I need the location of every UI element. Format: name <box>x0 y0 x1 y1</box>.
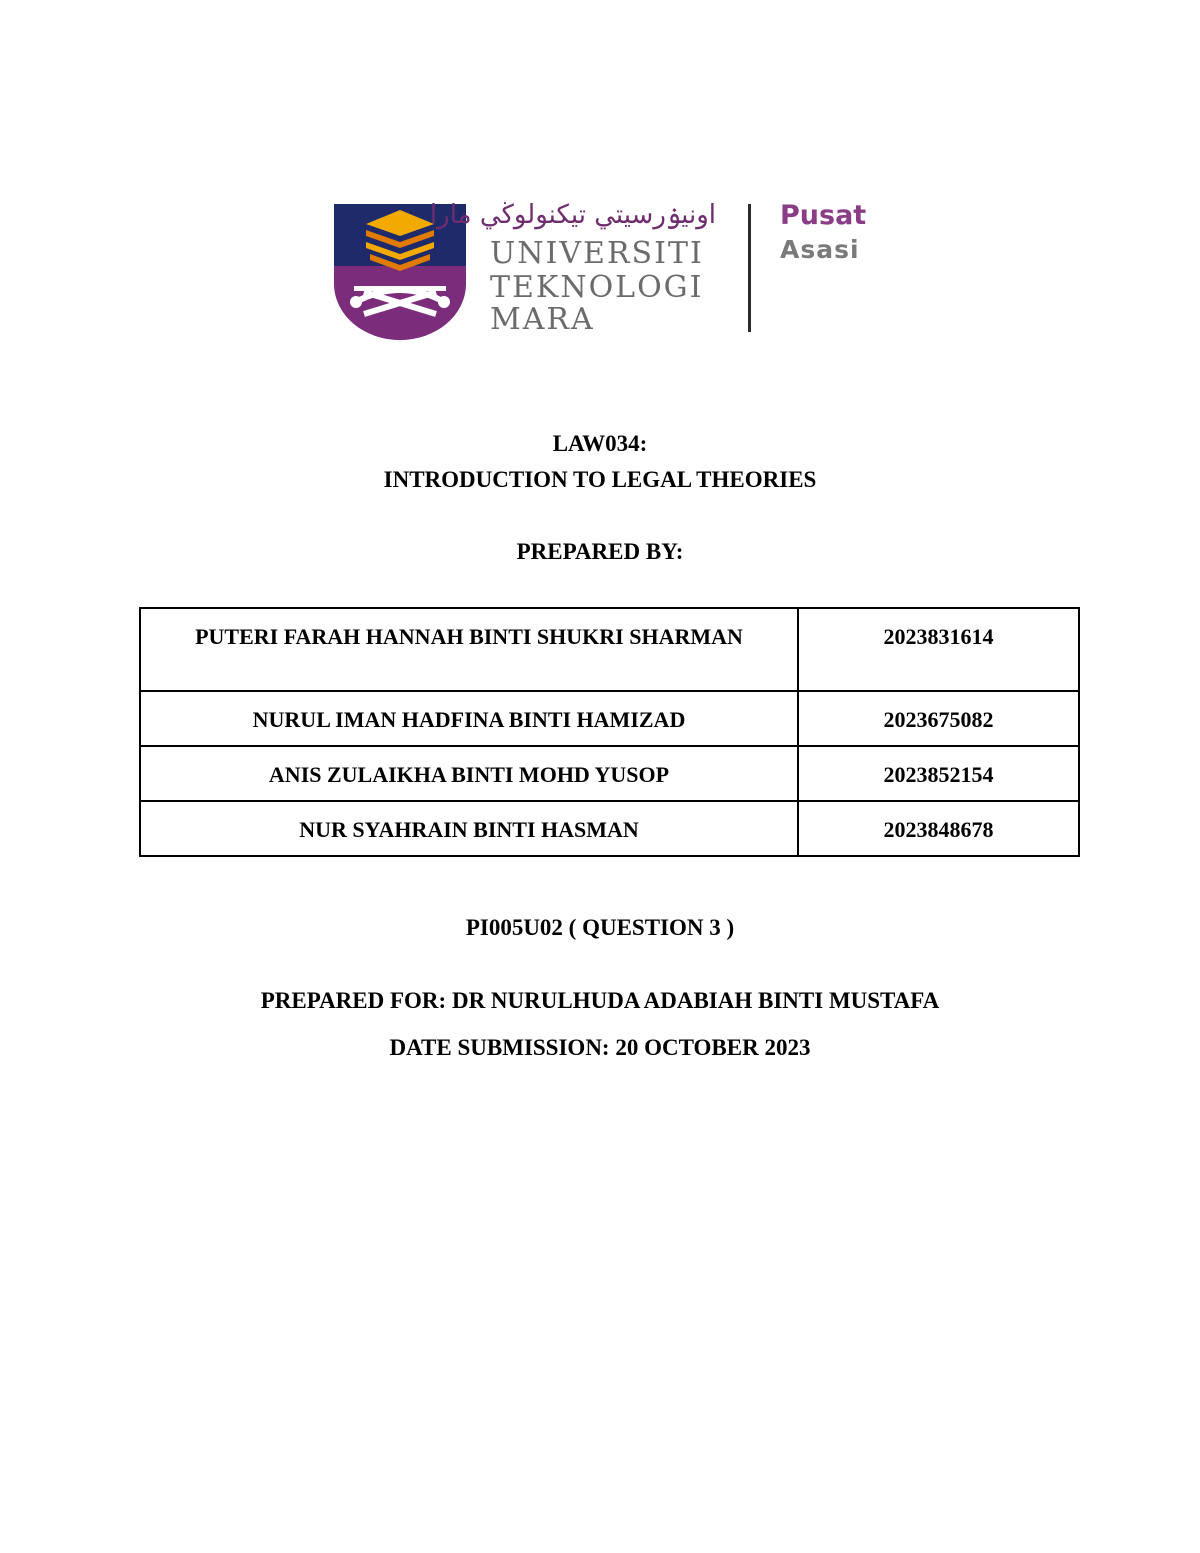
logo-mara: MARA <box>490 302 595 337</box>
table-row <box>140 691 1079 746</box>
table-row <box>140 608 1079 691</box>
member-name: ANIS ZULAIKHA BINTI MOHD YUSOP <box>140 746 798 801</box>
uitm-logo <box>334 200 874 340</box>
date-submission-line: DATE SUBMISSION: 20 OCTOBER 2023 <box>389 1035 811 1060</box>
logo-divider <box>748 204 751 332</box>
group-question-line: PI005U02 ( QUESTION 3 ) <box>465 915 735 940</box>
prepared-by-label: PREPARED BY: <box>516 539 684 564</box>
members-table <box>139 607 1080 857</box>
member-id: 2023852154 <box>798 746 1079 801</box>
logo-pusat: Pusat <box>780 200 867 231</box>
logo-jawi-text: اونيۏرسيتي تيكنولوڬي مارا <box>429 200 716 230</box>
member-name: NUR SYAHRAIN BINTI HASMAN <box>140 801 798 856</box>
logo-teknologi: TEKNOLOGI <box>490 270 704 305</box>
table-row <box>140 746 1079 801</box>
table-row <box>140 801 1079 856</box>
member-id: 2023831614 <box>798 608 1079 691</box>
member-name: NURUL IMAN HADFINA BINTI HAMIZAD <box>140 691 798 746</box>
prepared-for-line: PREPARED FOR: DR NURULHUDA ADABIAH BINTI MUSTAFA <box>260 988 940 1013</box>
member-name: PUTERI FARAH HANNAH BINTI SHUKRI SHARMAN <box>140 608 798 691</box>
member-id: 2023848678 <box>798 801 1079 856</box>
logo-universiti: UNIVERSITI <box>490 236 704 271</box>
course-code: LAW034: <box>552 431 648 456</box>
logo-asasi: Asasi <box>780 235 860 264</box>
course-title: INTRODUCTION TO LEGAL THEORIES <box>383 467 817 492</box>
member-id: 2023675082 <box>798 691 1079 746</box>
